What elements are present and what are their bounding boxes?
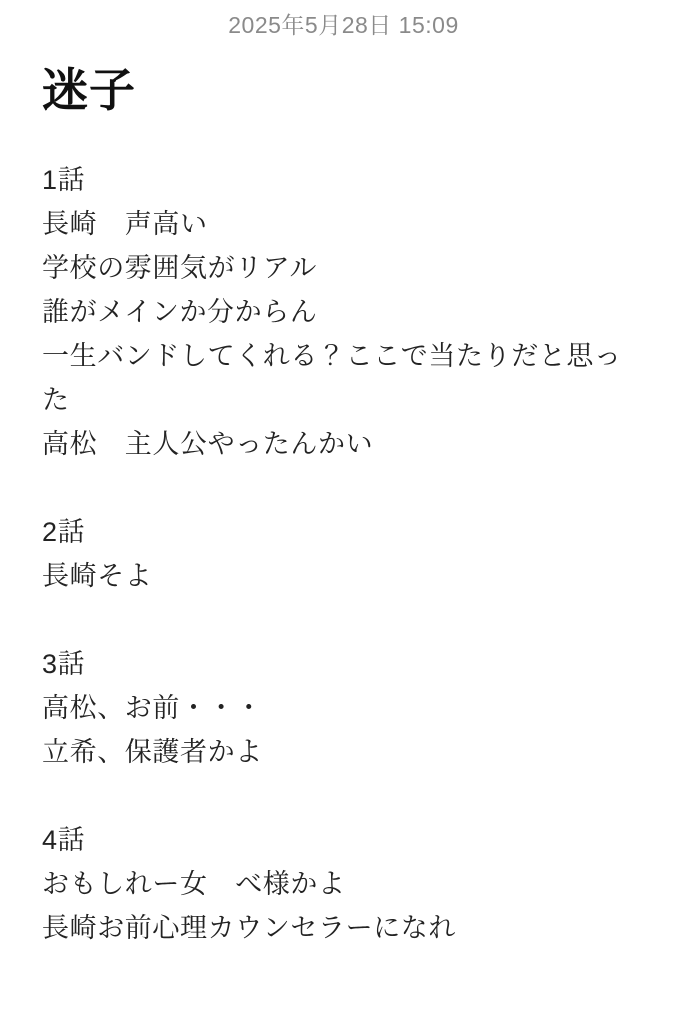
- article-line: 学校の雰囲気がリアル: [42, 253, 317, 284]
- article-line: 誰がメインか分からん: [42, 297, 318, 328]
- article-line: 長崎そよ: [42, 561, 153, 592]
- article-line: 長崎 声高い: [42, 209, 208, 240]
- article-line: 高松 主人公やったんかい: [42, 429, 374, 460]
- post-timestamp: 2025年5月28日 15:09: [228, 12, 459, 38]
- article-line: おもしれー女 べ様かよ: [42, 869, 346, 900]
- article-block: [42, 818, 642, 950]
- article-line: 3話: [42, 649, 86, 680]
- article-block: [42, 510, 642, 598]
- article-line: 4話: [42, 825, 86, 856]
- article-line: 1話: [42, 165, 86, 196]
- article-line: 2話: [42, 517, 86, 548]
- article-line: 高松、お前・・・: [42, 693, 263, 724]
- article-line: 立希、保護者かよ: [42, 737, 263, 768]
- article-body: [42, 158, 642, 950]
- article-line: 長崎お前心理カウンセラーになれ: [42, 913, 456, 944]
- page-title: 迷子: [42, 63, 136, 116]
- article-block: [42, 158, 642, 466]
- article-block: [42, 642, 642, 774]
- article-line: 一生バンドしてくれる？ここで当たりだと思った: [42, 341, 622, 416]
